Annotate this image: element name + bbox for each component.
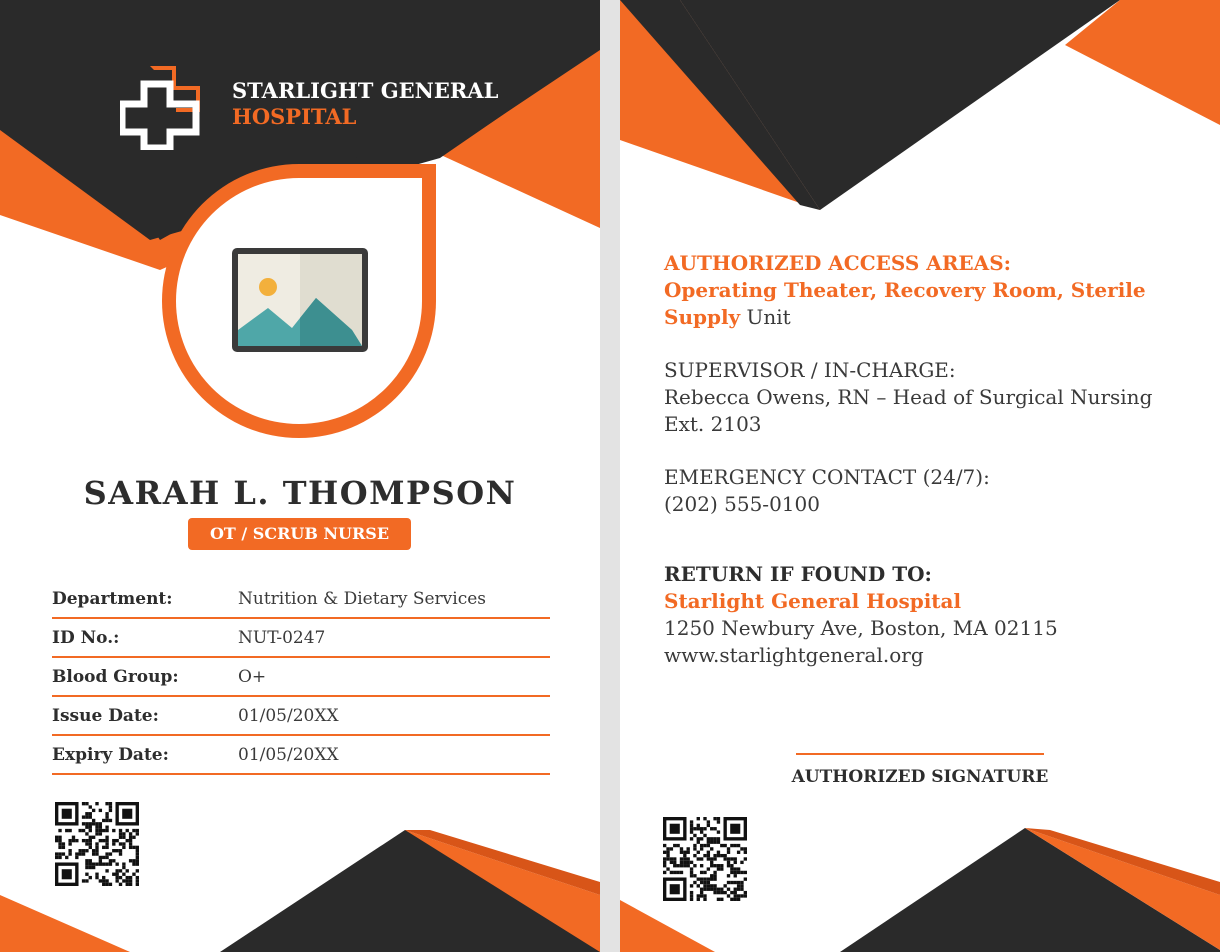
return-org: Starlight General Hospital [664,589,962,613]
detail-row-expiry-date [52,736,550,775]
detail-value: Nutrition & Dietary Services [238,588,487,609]
id-card-front [0,0,600,952]
return-info-block [664,561,1164,669]
detail-row-blood-group [52,658,550,697]
access-areas-block [664,250,1164,331]
access-areas-line2-rest: Unit [740,305,791,329]
detail-label: ID No.: [52,627,120,648]
photo-frame [156,158,442,444]
return-address: 1250 Newbury Ave, Boston, MA 02115 [664,616,1058,640]
employee-name: SARAH L. THOMPSON [83,474,517,512]
return-website: www.starlightgeneral.org [664,643,924,667]
detail-label: Blood Group: [52,666,179,687]
signature-line [796,753,1044,755]
detail-label: Expiry Date: [52,744,169,765]
qr-code-icon [663,817,747,901]
access-areas-line2 [664,304,1164,331]
access-areas-line2-bold: Supply [664,305,741,329]
detail-value: 01/05/20XX [238,705,339,726]
detail-row-issue-date [52,697,550,736]
image-placeholder-icon [232,248,368,352]
supervisor-heading: SUPERVISOR / IN-CHARGE: [664,358,956,382]
qr-code-icon [55,802,139,886]
medical-cross-icon [120,62,208,150]
signature-label: AUTHORIZED SIGNATURE [791,767,1049,787]
access-areas-line1: Operating Theater, Recovery Room, Sterile [664,278,1146,302]
detail-label: Department: [52,588,173,609]
detail-value: O+ [238,666,267,687]
access-heading: AUTHORIZED ACCESS AREAS: [664,251,1012,275]
detail-value: 01/05/20XX [238,744,339,765]
supervisor-ext: Ext. 2103 [664,412,762,436]
hospital-name [232,78,498,130]
detail-label: Issue Date: [52,705,159,726]
detail-row-department [52,580,550,619]
emergency-contact-block [664,464,1164,518]
emergency-heading: EMERGENCY CONTACT (24/7): [664,465,990,489]
supervisor-name: Rebecca Owens, RN – Head of Surgical Nursing [664,385,1153,409]
detail-row-id [52,619,550,658]
role-badge: OT / SCRUB NURSE [188,518,411,550]
id-card-back [620,0,1220,952]
emergency-phone: (202) 555-0100 [664,492,820,516]
employee-details-table [52,580,550,775]
hospital-name-line1: STARLIGHT GENERAL [232,78,499,103]
return-heading: RETURN IF FOUND TO: [664,562,932,586]
hospital-name-line2: HOSPITAL [232,104,357,129]
supervisor-block [664,357,1164,438]
detail-value: NUT-0247 [238,627,326,648]
